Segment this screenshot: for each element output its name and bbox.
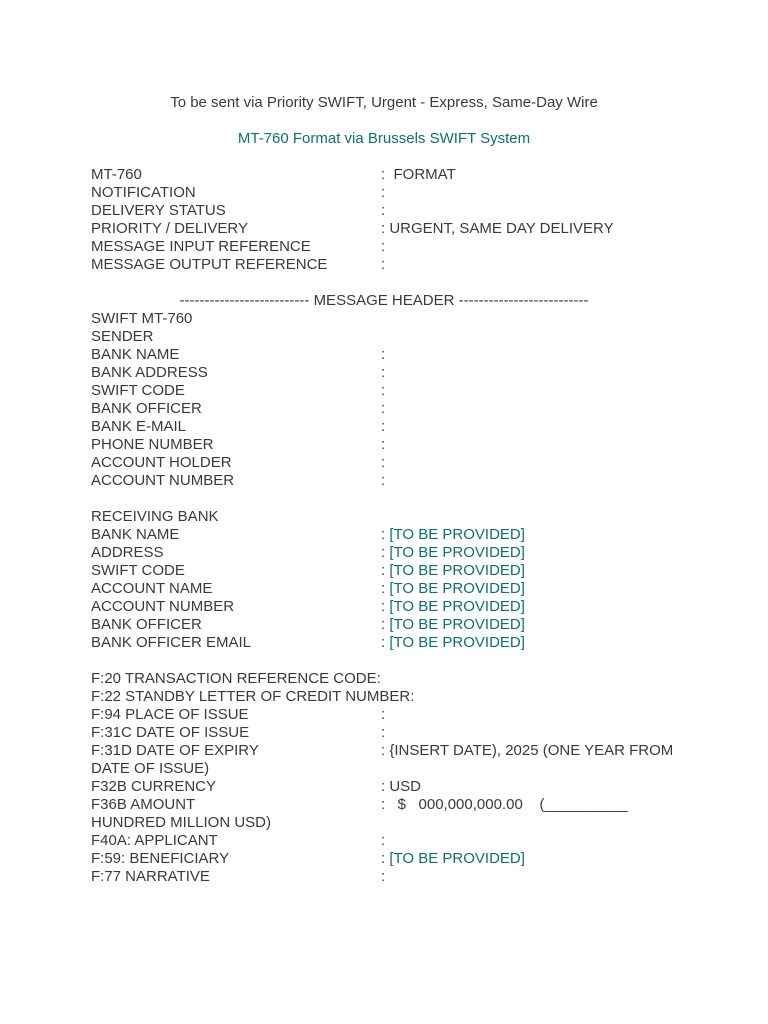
field-label: ACCOUNT NAME xyxy=(91,580,213,597)
field-label: BANK OFFICER xyxy=(91,400,202,417)
field-value: : USD xyxy=(381,778,422,795)
field-label: ACCOUNT HOLDER xyxy=(91,454,232,471)
field-label: SWIFT CODE xyxy=(91,562,185,579)
field-value: : {INSERT DATE), 2025 (ONE YEAR FROM xyxy=(381,742,674,759)
receiving-bank-title: RECEIVING BANK xyxy=(91,508,219,525)
field-label: BANK ADDRESS xyxy=(91,364,208,381)
field-label: NOTIFICATION xyxy=(91,184,196,201)
field-separator: : xyxy=(381,346,386,363)
field-label: BANK OFFICER xyxy=(91,616,202,633)
field-value: : [TO BE PROVIDED] xyxy=(381,526,525,543)
sender-title: SENDER xyxy=(91,328,154,345)
field-label: F40A: APPLICANT xyxy=(91,832,218,849)
field-label: BANK E-MAIL xyxy=(91,418,187,435)
field-f22: F:22 STANDBY LETTER OF CREDIT NUMBER: xyxy=(91,688,415,705)
field-value: : [TO BE PROVIDED] xyxy=(381,580,525,597)
field-value: : [TO BE PROVIDED] xyxy=(381,850,525,867)
field-separator: : xyxy=(381,706,386,723)
field-separator: : xyxy=(381,724,386,741)
field-separator: : xyxy=(381,472,386,489)
field-separator: : xyxy=(381,436,386,453)
sender-title-swift: SWIFT MT-760 xyxy=(91,310,193,327)
field-label: F32B CURRENCY xyxy=(91,778,217,795)
field-label: BANK OFFICER EMAIL xyxy=(91,634,252,651)
field-value: : $ 000,000,000.00 (__________ xyxy=(381,796,628,813)
field-f20: F:20 TRANSACTION REFERENCE CODE: xyxy=(91,670,381,687)
field-value: : [TO BE PROVIDED] xyxy=(381,562,525,579)
field-separator: : xyxy=(381,400,386,417)
field-separator: : xyxy=(381,868,386,885)
field-label: ADDRESS xyxy=(91,544,164,561)
field-separator: : xyxy=(381,256,386,273)
field-label: BANK NAME xyxy=(91,346,180,363)
field-separator: : xyxy=(381,184,386,201)
field-value: : [TO BE PROVIDED] xyxy=(381,598,525,615)
field-label: F:31D DATE OF EXPIRY xyxy=(91,742,259,759)
field-label: MESSAGE INPUT REFERENCE xyxy=(91,238,311,255)
field-value: : FORMAT xyxy=(381,166,456,183)
field-label: PHONE NUMBER xyxy=(91,436,214,453)
field-label: F:77 NARRATIVE xyxy=(91,868,210,885)
intro-line: To be sent via Priority SWIFT, Urgent - Express, Same-Day Wire xyxy=(170,94,598,111)
field-separator: : xyxy=(381,454,386,471)
field-separator: : xyxy=(381,238,386,255)
field-label: ACCOUNT NUMBER xyxy=(91,598,235,615)
field-value: : [TO BE PROVIDED] xyxy=(381,634,525,651)
field-separator: : xyxy=(381,418,386,435)
field-value: : [TO BE PROVIDED] xyxy=(381,616,525,633)
field-label: MESSAGE OUTPUT REFERENCE xyxy=(91,256,328,273)
field-separator: : xyxy=(381,382,386,399)
field-separator: : xyxy=(381,202,386,219)
field-label: ACCOUNT NUMBER xyxy=(91,472,235,489)
field-separator: : xyxy=(381,364,386,381)
field-label: PRIORITY / DELIVERY xyxy=(91,220,248,237)
format-line: MT-760 Format via Brussels SWIFT System xyxy=(237,130,531,147)
field-label: F36B AMOUNT xyxy=(91,796,196,813)
field-label: F:31C DATE OF ISSUE xyxy=(91,724,250,741)
field-separator: : xyxy=(381,832,386,849)
field-value: : [TO BE PROVIDED] xyxy=(381,544,525,561)
message-header-divider: -------------------------- MESSAGE HEADER -------------------------- xyxy=(179,292,589,309)
field-label: F:59: BENEFICIARY xyxy=(91,850,230,867)
field-label: SWIFT CODE xyxy=(91,382,185,399)
field-f36b-continuation: HUNDRED MILLION USD) xyxy=(91,814,272,831)
field-label: F:94 PLACE OF ISSUE xyxy=(91,706,249,723)
field-value: : URGENT, SAME DAY DELIVERY xyxy=(381,220,614,237)
field-f31d-continuation: DATE OF ISSUE) xyxy=(91,760,210,777)
field-label: BANK NAME xyxy=(91,526,180,543)
field-label: DELIVERY STATUS xyxy=(91,202,226,219)
field-label: MT-760 xyxy=(91,166,142,183)
